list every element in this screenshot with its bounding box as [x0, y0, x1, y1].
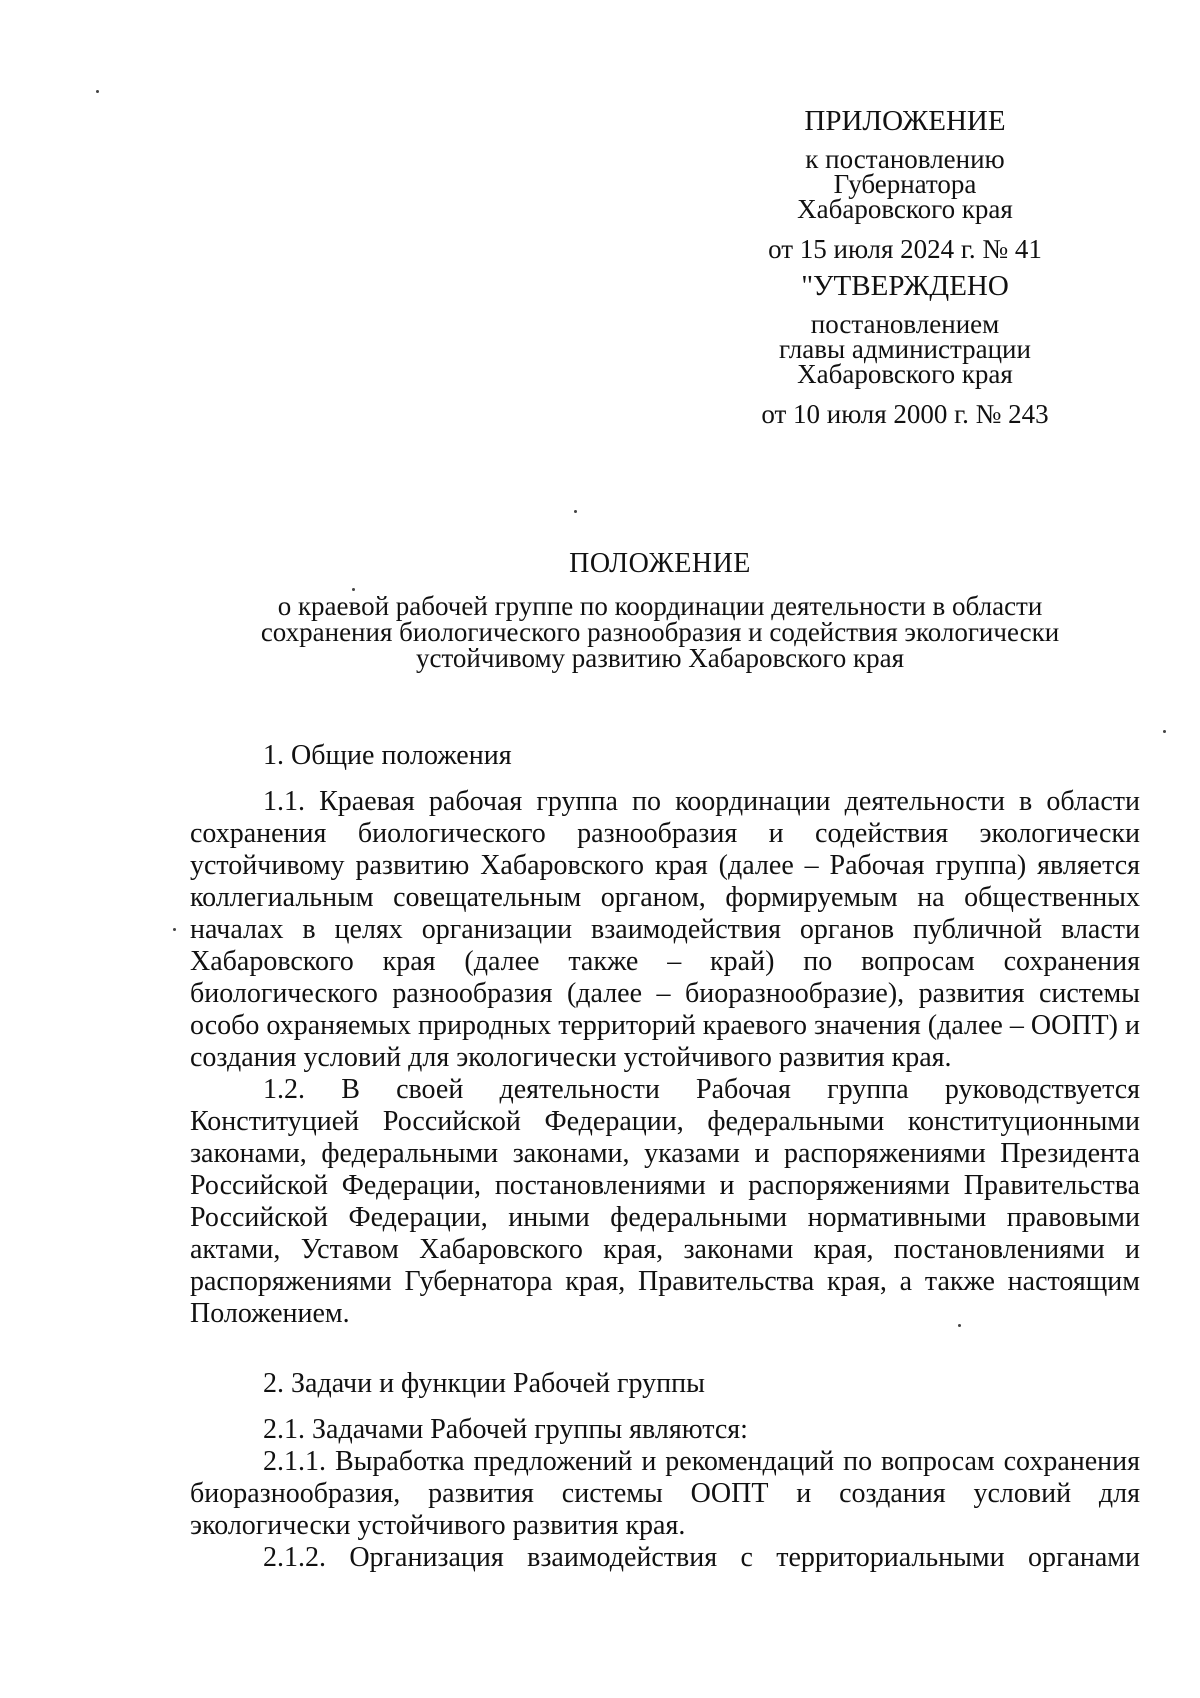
region-text: Хабаровского края: [797, 194, 1013, 224]
scan-speck: [574, 510, 577, 513]
by-decree-text: постановлением: [810, 309, 1000, 339]
decree-date-number: от 15 июля 2024 г. № 41: [768, 234, 1042, 264]
paragraph-1-1: 1.1. Краевая рабочая группа по координации деятельности в области сохранения биологического разнообразия и содействия экологически устойчивому развитию Хабаровского края (далее – Рабочая группа) является коллегиальным совещательным органом, формируемым на общественных началах в целях организации взаимодействия органов публичной власти Хабаровского края (далее также – край) по вопросам сохранения биологического разнообразия (далее – биоразнообразие), развития системы особо охраняемых природных территорий краевого значения (далее – ООПТ) и создания условий для экологически устойчивого развития края.: [190, 786, 1140, 1073]
governor-text: Губернатора: [833, 169, 977, 199]
subtitle-line-3: устойчивому развитию Хабаровского края: [415, 643, 904, 673]
approved-label: "УТВЕРЖДЕНО: [801, 270, 1009, 302]
scan-speck: [173, 928, 176, 931]
scan-speck: [1163, 730, 1166, 733]
approval-block: [740, 105, 1070, 429]
subtitle-line-2: сохранения биологического разнообразия и содействия экологически: [260, 617, 1060, 647]
scan-speck: [96, 90, 99, 93]
scan-speck: [958, 1324, 961, 1327]
head-admin-text: главы администрации: [779, 334, 1031, 364]
section-2-title: 2. Задачи и функции Рабочей группы: [263, 1368, 705, 1399]
document-title: ПОЛОЖЕНИЕ: [569, 548, 751, 579]
document-body: [190, 740, 1140, 1574]
to-decree-text: к постановлению: [805, 144, 1005, 174]
decree2-date-number: от 10 июля 2000 г. № 243: [761, 399, 1049, 429]
paragraph-1-2: 1.2. В своей деятельности Рабочая группа руководствуется Конституцией Российской Федерации, федеральными конституционными законами, федеральными законами, указами и распоряжениями Президента Российской Федерации, постановлениями и распоряжениями Правительства Российской Федерации, иными федеральными нормативными правовыми актами, Уставом Хабаровского края, законами края, постановлениями и распоряжениями Губернатора края, Правительства края, а также настоящим Положением.: [190, 1074, 1140, 1329]
scan-speck: [352, 588, 355, 591]
subtitle-line-1: о краевой рабочей группе по координации деятельности в области: [277, 591, 1043, 621]
paragraph-2-1: 2.1. Задачами Рабочей группы являются:: [263, 1414, 748, 1445]
paragraph-2-1-2: 2.1.2. Организация взаимодействия с территориальными органами: [263, 1542, 1140, 1573]
paragraph-2-1-1: 2.1.1. Выработка предложений и рекомендаций по вопросам сохранения биоразнообразия, развития системы ООПТ и создания условий для экологически устойчивого развития края.: [190, 1446, 1140, 1541]
region2-text: Хабаровского края: [797, 359, 1013, 389]
document-subtitle: [190, 593, 1130, 671]
section-1-title: 1. Общие положения: [263, 740, 512, 771]
appendix-label: ПРИЛОЖЕНИЕ: [804, 105, 1006, 137]
